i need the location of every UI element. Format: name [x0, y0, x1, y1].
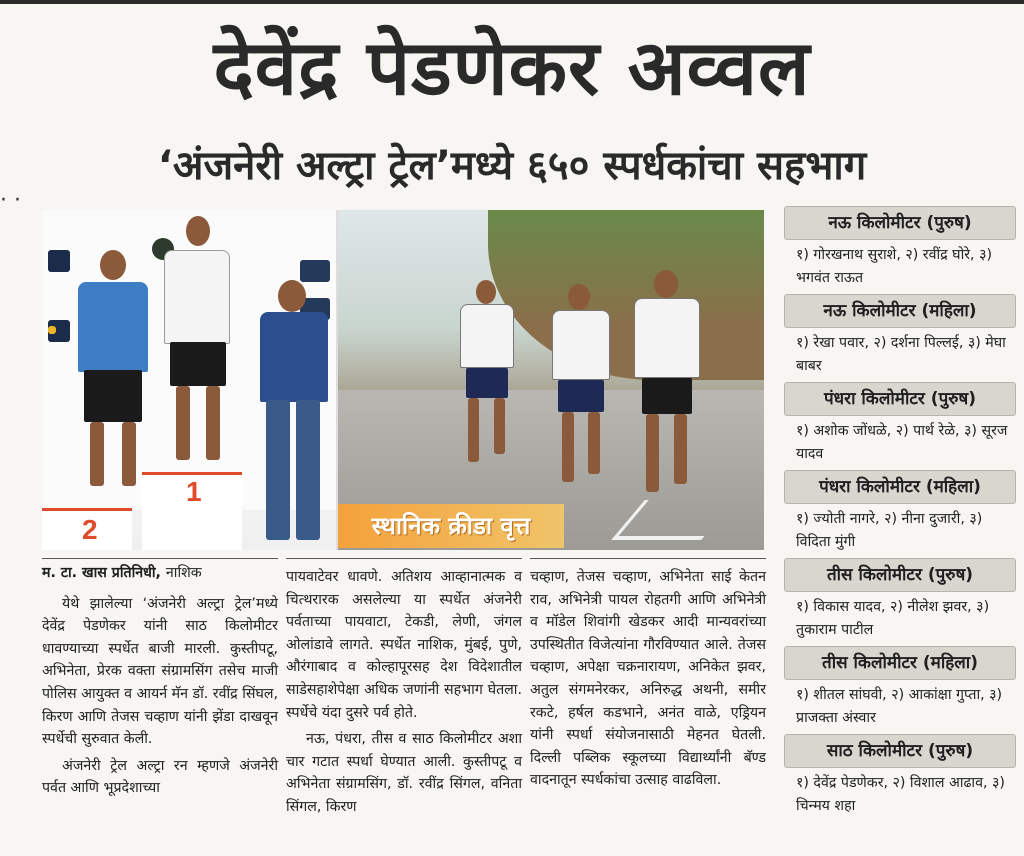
podium-first-number: 1 [186, 476, 202, 507]
article-paragraph: नऊ, पंधरा, तीस व साठ किलोमीटर अशा चार गटात स्पर्धा घेण्यात आली. कुस्तीपटू व अभिनेता संग्रामसिंग, डॉ. रवींद्र सिंगल, वनिता सिंगल, किरण [286, 731, 522, 815]
article-column-1 [42, 562, 278, 804]
result-category-heading: पंधरा किलोमीटर (महिला) [784, 470, 1016, 504]
article-paragraph: येथे झालेल्या ‘अंजनेरी अल्ट्रा ट्रेल’मध्ये देवेंद्र पेडणेकर यांनी साठ किलोमीटर धावण्याच्या स्पर्धेत बाजी मारली. कुस्तीपटू, अभिनेता, प्रेरक वक्ता संग्रामसिंग तसेच माजी पोलिस आयुक्त व आयर्न मॅन डॉ. रवींद्र सिंघल, किरण आणि तेजस चव्हाण यांनी झेंडा दाखवून स्पर्धेची सुरुवात केली. [42, 595, 278, 748]
section-banner: स्थानिक क्रीडा वृत्त [338, 504, 564, 548]
top-rule [0, 0, 1024, 4]
byline-name: म. टा. खास प्रतिनिधी, [42, 565, 161, 581]
result-category-heading: नऊ किलोमीटर (पुरुष) [784, 206, 1016, 240]
article-paragraph: अंजनेरी ट्रेल अल्ट्रा रन म्हणजे अंजनेरी पर्वत आणि भूप्रदेशाच्या [42, 757, 278, 797]
sponsor-logo [48, 326, 56, 334]
sponsor-logo [300, 260, 330, 282]
result-winners: १) शीतल सांघवी, २) आकांक्षा गुप्ता, ३) प्राजक्ता अंस्वार [796, 687, 1003, 726]
article-column-2 [286, 566, 522, 823]
result-category-heading: साठ किलोमीटर (पुरुष) [784, 734, 1016, 768]
margin-dots: · · [0, 188, 21, 213]
subheadline: ‘अंजनेरी अल्ट्रा ट्रेल’मध्ये ६५० स्पर्धकांचा सहभाग [157, 143, 867, 189]
article-column-3 [530, 566, 766, 796]
hillside [488, 210, 764, 380]
column-rule [42, 558, 278, 559]
result-winners: १) अशोक जोंधळे, २) पार्थ रेळे, ३) सूरज यादव [796, 423, 1008, 462]
sponsor-logo [48, 250, 70, 272]
result-winners: १) रेखा पवार, २) दर्शना पिल्लई, ३) मेघा बाबर [796, 335, 1006, 374]
result-winners: १) गोरखनाथ सुराशे, २) रवींद्र घोरे, ३) भगवंत राऊत [796, 247, 992, 286]
result-category-heading: पंधरा किलोमीटर (पुरुष) [784, 382, 1016, 416]
article-paragraph: पायवाटेवर धावणे. अतिशय आव्हानात्मक व चित्थरारक असलेल्या या स्पर्धेत अंजनेरी पर्वताच्या पायवाटा, टेकडी, लेणी, जंगल ओलांडावे लागते. स्पर्धेत नाशिक, मुंबई, पुणे, औरंगाबाद व कोल्हापूरसह देश विदेशातील साडेसहाशेपेक्षा अधिक जणांनी सहभाग घेतला. स्पर्धेचे यंदा दुसरे पर्व होते. [286, 569, 522, 721]
podium-second-number: 2 [82, 514, 98, 545]
podium-photo [42, 210, 338, 550]
article-paragraph: चव्हाण, तेजस चव्हाण, अभिनेता साई केतन राव, अभिनेत्री पायल रोहतगी आणि अभिनेत्री व मॉडेल शिवांगी खेडकर आदी मान्यवरांच्या उपस्थितीत विजेत्यांना गौरविण्यात आले. तेजस चव्हाण, अपेक्षा चक्रनारायण, अनिकेत झवर, अतुल संगमनेरकर, अनिरुद्ध अथनी, समीर रकटे, हर्षल कडभाने, अनंत वाळे, एड्रियन यांनी स्पर्धा संयोजनासाठी मेहनत घेतली. दिल्ली पब्लिक स्कूलच्या विद्यार्थ्यांनी बॅण्ड वादनातून स्पर्धकांचा उत्साह वाढविला. [530, 569, 766, 789]
column-rule [530, 558, 766, 559]
result-category-heading: तीस किलोमीटर (महिला) [784, 646, 1016, 680]
byline-place: नाशिक [165, 565, 202, 581]
result-winners: १) विकास यादव, २) नीलेश झवर, ३) तुकाराम पाटील [796, 599, 990, 638]
trail-run-photo [338, 210, 764, 550]
result-winners: १) देवेंद्र पेडणेकर, २) विशाल आढाव, ३) चिन्मय शहा [796, 775, 1005, 814]
result-category-heading: तीस किलोमीटर (पुरुष) [784, 558, 1016, 592]
result-category-heading: नऊ किलोमीटर (महिला) [784, 294, 1016, 328]
byline [42, 562, 278, 585]
results-sidebar [784, 206, 1016, 846]
result-winners: १) ज्योती नागरे, २) नीना दुजारी, ३) विदिता मुंगी [796, 511, 983, 550]
headline: देवेंद्र पेडणेकर अव्वल [213, 23, 811, 112]
column-rule [286, 558, 522, 559]
